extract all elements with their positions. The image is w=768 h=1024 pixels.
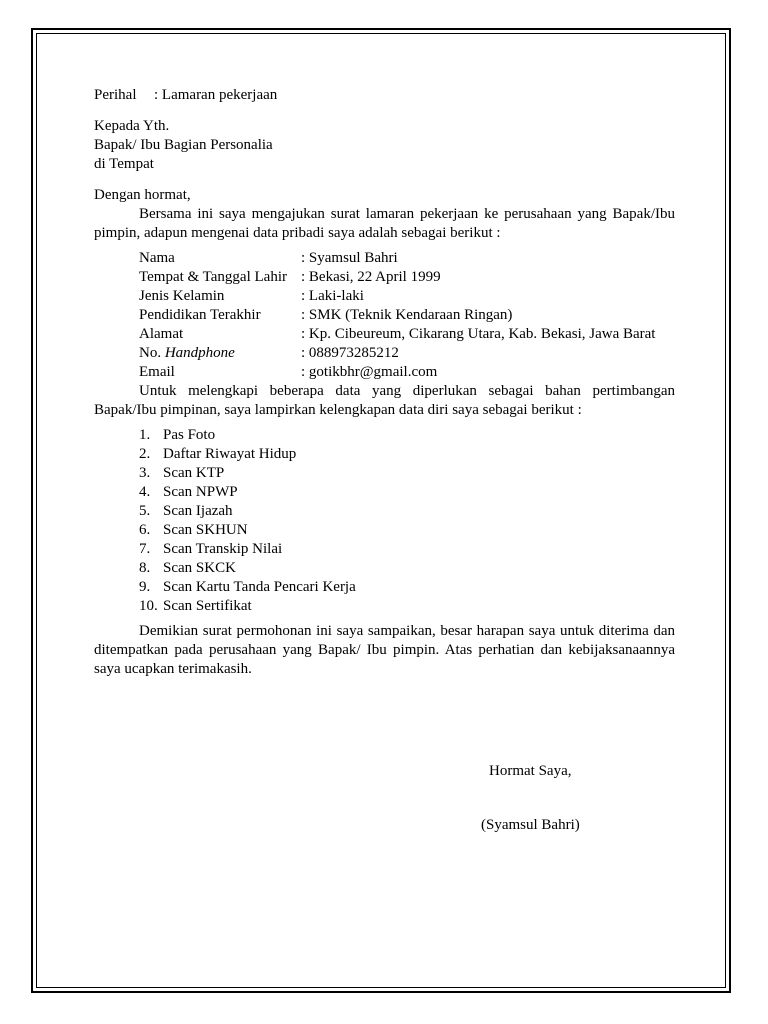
personal-data-label: Jenis Kelamin (139, 288, 225, 304)
closing-paragraph: Demikian surat permohonan ini saya sampaikan, besar harapan saya untuk diterima dan ditempatkan pada perusahaan yang Bapak/ Ibu pimpin. Atas perhatian dan kebijaksanaannya saya ucapkan terimakasih. (94, 623, 675, 677)
personal-data-value: : gotikbhr@gmail.com (301, 364, 438, 380)
personal-data-label-italic: Handphone (164, 345, 235, 361)
perihal-label: Perihal (94, 87, 137, 103)
personal-data-label: Alamat (139, 326, 184, 342)
attachment-item (139, 426, 675, 445)
personal-data-row (139, 325, 675, 344)
attachment-item (139, 483, 675, 502)
attachment-number: 10. (139, 598, 158, 614)
recipient-line-2: Bapak/ Ibu Bagian Personalia (94, 137, 273, 153)
attachment-text: Scan SKCK (163, 560, 236, 576)
personal-data-row (139, 249, 675, 268)
personal-data-label (139, 344, 301, 363)
attachment-number: 9. (139, 579, 151, 595)
personal-data-value: : Syamsul Bahri (301, 250, 398, 266)
attachment-text: Scan KTP (163, 465, 225, 481)
attachment-number: 2. (139, 446, 151, 462)
attachment-text: Scan Kartu Tanda Pencari Kerja (163, 579, 356, 595)
recipient-block (94, 117, 675, 174)
personal-data-label-prefix: No. (139, 345, 165, 361)
personal-data-label: Nama (139, 250, 175, 266)
attachment-item (139, 464, 675, 483)
attachment-text: Scan Sertifikat (163, 598, 252, 614)
personal-data-value: : Bekasi, 22 April 1999 (301, 269, 441, 285)
attachment-text: Scan SKHUN (163, 522, 248, 538)
personal-data-row (139, 268, 675, 287)
recipient-line-3: di Tempat (94, 156, 154, 172)
recipient-line-1: Kepada Yth. (94, 118, 170, 134)
personal-data-row (139, 344, 675, 363)
personal-data-value: : 088973285212 (301, 345, 399, 361)
letter-body (94, 86, 675, 679)
personal-data-table (139, 249, 675, 382)
intro-paragraph: Bersama ini saya mengajukan surat lamaran pekerjaan ke perusahaan yang Bapak/Ibu pimpin, adapun mengenai data pribadi saya adalah sebagai berikut : (94, 206, 675, 241)
attachment-text: Pas Foto (163, 427, 216, 443)
attachment-item (139, 597, 675, 616)
personal-data-row (139, 363, 675, 382)
personal-data-value: : Laki-laki (301, 288, 364, 304)
attachment-intro-paragraph: Untuk melengkapi beberapa data yang diperlukan sebagai bahan pertimbangan Bapak/Ibu pimpinan, saya lampirkan kelengkapan data diri saya sebagai berikut : (94, 383, 675, 418)
attachment-number: 6. (139, 522, 151, 538)
attachment-text: Daftar Riwayat Hidup (163, 446, 297, 462)
perihal-line (94, 86, 675, 105)
personal-data-value: : Kp. Cibeureum, Cikarang Utara, Kab. Bekasi, Jawa Barat (301, 326, 656, 342)
personal-data-value: : SMK (Teknik Kendaraan Ringan) (301, 307, 513, 323)
signoff: Hormat Saya, (489, 763, 572, 779)
perihal-value: : Lamaran pekerjaan (154, 87, 278, 103)
personal-data-label: Email (139, 364, 175, 380)
attachment-item (139, 540, 675, 559)
attachment-item (139, 502, 675, 521)
attachment-item (139, 578, 675, 597)
attachment-list (139, 426, 675, 616)
attachment-number: 4. (139, 484, 151, 500)
signature-name: (Syamsul Bahri) (481, 817, 580, 833)
attachment-item (139, 521, 675, 540)
personal-data-label: Tempat & Tanggal Lahir (139, 269, 287, 285)
attachment-number: 5. (139, 503, 151, 519)
attachment-number: 1. (139, 427, 151, 443)
attachment-item (139, 445, 675, 464)
attachment-number: 3. (139, 465, 151, 481)
personal-data-row (139, 306, 675, 325)
attachment-text: Scan Ijazah (163, 503, 233, 519)
attachment-number: 8. (139, 560, 151, 576)
attachment-number: 7. (139, 541, 151, 557)
personal-data-label: Pendidikan Terakhir (139, 307, 261, 323)
greeting: Dengan hormat, (94, 187, 191, 203)
attachment-item (139, 559, 675, 578)
attachment-text: Scan NPWP (163, 484, 238, 500)
attachment-text: Scan Transkip Nilai (163, 541, 283, 557)
personal-data-row (139, 287, 675, 306)
